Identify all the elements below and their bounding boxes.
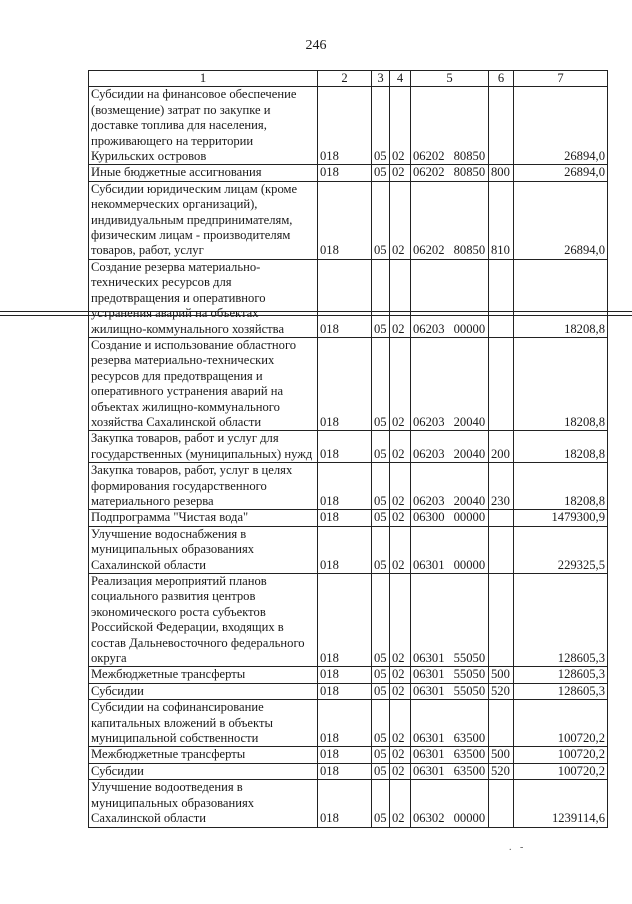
cell-grbs: 018 xyxy=(318,87,372,165)
cell-grbs: 018 xyxy=(318,763,372,779)
table-row xyxy=(89,526,608,573)
cell-pr: 02 xyxy=(390,510,411,526)
cell-name: Улучшение водоотведения в муниципальных образованиях Сахалинской области xyxy=(89,780,318,827)
cell-csr: 06202 80850 xyxy=(411,87,489,165)
cell-vr: 200 xyxy=(489,431,514,463)
cell-grbs: 018 xyxy=(318,431,372,463)
cell-sum: 100720,2 xyxy=(514,747,608,763)
cell-pr: 02 xyxy=(390,667,411,683)
cell-vr: 520 xyxy=(489,763,514,779)
cell-grbs: 018 xyxy=(318,700,372,747)
cell-grbs: 018 xyxy=(318,181,372,259)
cell-vr xyxy=(489,259,514,337)
table-row xyxy=(89,780,608,827)
cell-name: Улучшение водоснабжения в муниципальных образованиях Сахалинской области xyxy=(89,526,318,573)
column-header: 4 xyxy=(390,71,411,87)
cell-sum: 100720,2 xyxy=(514,700,608,747)
table-row xyxy=(89,700,608,747)
cell-vr xyxy=(489,337,514,430)
table-row xyxy=(89,259,608,337)
column-header: 2 xyxy=(318,71,372,87)
cell-csr: 06300 00000 xyxy=(411,510,489,526)
column-header: 6 xyxy=(489,71,514,87)
cell-grbs: 018 xyxy=(318,526,372,573)
cell-vr: 500 xyxy=(489,667,514,683)
column-header: 5 xyxy=(411,71,489,87)
table-row xyxy=(89,683,608,699)
cell-vr: 520 xyxy=(489,683,514,699)
cell-name: Создание и использование областного резерва материально-технических ресурсов для предотвращения и оперативного устранения аварий на объектах жилищно-коммунального хозяйства Сахалинской области xyxy=(89,337,318,430)
cell-name: Реализация мероприятий планов социального развития центров экономического роста субъектов Российской Федерации, входящих в состав Дальневосточного федерального округа xyxy=(89,574,318,667)
cell-csr: 06301 00000 xyxy=(411,526,489,573)
cell-name: Субсидии на финансовое обеспечение (возмещение) затрат по закупке и доставке топлива для населения, проживающего на территории Курильских островов xyxy=(89,87,318,165)
cell-sum: 26894,0 xyxy=(514,87,608,165)
cell-vr xyxy=(489,510,514,526)
cell-csr: 06203 00000 xyxy=(411,259,489,337)
cell-csr: 06301 55050 xyxy=(411,574,489,667)
cell-grbs: 018 xyxy=(318,667,372,683)
cell-vr: 810 xyxy=(489,181,514,259)
cell-rz: 05 xyxy=(372,181,390,259)
cell-pr: 02 xyxy=(390,574,411,667)
cell-sum: 18208,8 xyxy=(514,463,608,510)
cell-rz: 05 xyxy=(372,700,390,747)
table-row xyxy=(89,747,608,763)
cell-name: Создание резерва материально-технических ресурсов для предотвращения и оперативного устранения аварий на объектах жилищно-коммунального хозяйства xyxy=(89,259,318,337)
cell-csr: 06203 20040 xyxy=(411,431,489,463)
cell-rz: 05 xyxy=(372,87,390,165)
cell-rz: 05 xyxy=(372,683,390,699)
cell-rz: 05 xyxy=(372,574,390,667)
cell-rz: 05 xyxy=(372,337,390,430)
table-row xyxy=(89,181,608,259)
cell-grbs: 018 xyxy=(318,780,372,827)
cell-csr: 06203 20040 xyxy=(411,337,489,430)
cell-rz: 05 xyxy=(372,165,390,181)
cell-pr: 02 xyxy=(390,259,411,337)
cell-vr xyxy=(489,700,514,747)
cell-name: Субсидии юридическим лицам (кроме некоммерческих организаций), индивидуальным предпринимателям, физическим лицам - производителям товаров, работ, услуг xyxy=(89,181,318,259)
table-row xyxy=(89,337,608,430)
cell-pr: 02 xyxy=(390,181,411,259)
cell-grbs: 018 xyxy=(318,683,372,699)
cell-grbs: 018 xyxy=(318,463,372,510)
column-header: 3 xyxy=(372,71,390,87)
table-row xyxy=(89,510,608,526)
cell-vr: 230 xyxy=(489,463,514,510)
cell-grbs: 018 xyxy=(318,259,372,337)
cell-name: Межбюджетные трансферты xyxy=(89,667,318,683)
cell-vr xyxy=(489,574,514,667)
cell-name: Закупка товаров, работ, услуг в целях формирования государственного материального резерва xyxy=(89,463,318,510)
table-row xyxy=(89,165,608,181)
cell-rz: 05 xyxy=(372,747,390,763)
cell-sum: 100720,2 xyxy=(514,763,608,779)
scan-mark: . - xyxy=(509,842,527,853)
table-body xyxy=(89,87,608,827)
cell-rz: 05 xyxy=(372,667,390,683)
cell-rz: 05 xyxy=(372,763,390,779)
cell-name: Межбюджетные трансферты xyxy=(89,747,318,763)
cell-csr: 06301 55050 xyxy=(411,667,489,683)
cell-sum: 26894,0 xyxy=(514,181,608,259)
cell-grbs: 018 xyxy=(318,574,372,667)
cell-name: Закупка товаров, работ и услуг для государственных (муниципальных) нужд xyxy=(89,431,318,463)
cell-sum: 26894,0 xyxy=(514,165,608,181)
cell-pr: 02 xyxy=(390,463,411,510)
cell-vr xyxy=(489,780,514,827)
cell-grbs: 018 xyxy=(318,510,372,526)
cell-pr: 02 xyxy=(390,747,411,763)
table-row xyxy=(89,574,608,667)
table-row xyxy=(89,431,608,463)
cell-name: Субсидии xyxy=(89,763,318,779)
cell-pr: 02 xyxy=(390,763,411,779)
cell-pr: 02 xyxy=(390,683,411,699)
table-row xyxy=(89,667,608,683)
cell-sum: 18208,8 xyxy=(514,259,608,337)
table-header-row xyxy=(89,71,608,87)
cell-rz: 05 xyxy=(372,431,390,463)
cell-pr: 02 xyxy=(390,87,411,165)
cell-vr: 800 xyxy=(489,165,514,181)
cell-vr: 500 xyxy=(489,747,514,763)
cell-csr: 06203 20040 xyxy=(411,463,489,510)
budget-table xyxy=(88,70,608,828)
cell-rz: 05 xyxy=(372,463,390,510)
cell-rz: 05 xyxy=(372,259,390,337)
cell-name: Субсидии на софинансирование капитальных вложений в объекты муниципальной собственности xyxy=(89,700,318,747)
cell-pr: 02 xyxy=(390,431,411,463)
cell-pr: 02 xyxy=(390,526,411,573)
cell-sum: 18208,8 xyxy=(514,431,608,463)
cell-grbs: 018 xyxy=(318,165,372,181)
cell-csr: 06202 80850 xyxy=(411,181,489,259)
cell-sum: 128605,3 xyxy=(514,683,608,699)
cell-csr: 06202 80850 xyxy=(411,165,489,181)
column-header: 1 xyxy=(89,71,318,87)
table-row xyxy=(89,463,608,510)
cell-sum: 128605,3 xyxy=(514,667,608,683)
table-row xyxy=(89,763,608,779)
cell-rz: 05 xyxy=(372,526,390,573)
cell-pr: 02 xyxy=(390,780,411,827)
cell-pr: 02 xyxy=(390,165,411,181)
cell-csr: 06301 55050 xyxy=(411,683,489,699)
cell-csr: 06301 63500 xyxy=(411,700,489,747)
cell-pr: 02 xyxy=(390,337,411,430)
column-header: 7 xyxy=(514,71,608,87)
cell-sum: 18208,8 xyxy=(514,337,608,430)
cell-name: Подпрограмма "Чистая вода" xyxy=(89,510,318,526)
cell-sum: 1239114,6 xyxy=(514,780,608,827)
cell-rz: 05 xyxy=(372,510,390,526)
cell-sum: 128605,3 xyxy=(514,574,608,667)
cell-grbs: 018 xyxy=(318,747,372,763)
cell-grbs: 018 xyxy=(318,337,372,430)
cell-csr: 06301 63500 xyxy=(411,763,489,779)
cell-name: Иные бюджетные ассигнования xyxy=(89,165,318,181)
cell-csr: 06302 00000 xyxy=(411,780,489,827)
cell-rz: 05 xyxy=(372,780,390,827)
cell-sum: 1479300,9 xyxy=(514,510,608,526)
cell-pr: 02 xyxy=(390,700,411,747)
cell-vr xyxy=(489,526,514,573)
cell-csr: 06301 63500 xyxy=(411,747,489,763)
cell-vr xyxy=(489,87,514,165)
table-row xyxy=(89,87,608,165)
page-number: 246 xyxy=(305,38,327,53)
cell-sum: 229325,5 xyxy=(514,526,608,573)
cell-name: Субсидии xyxy=(89,683,318,699)
